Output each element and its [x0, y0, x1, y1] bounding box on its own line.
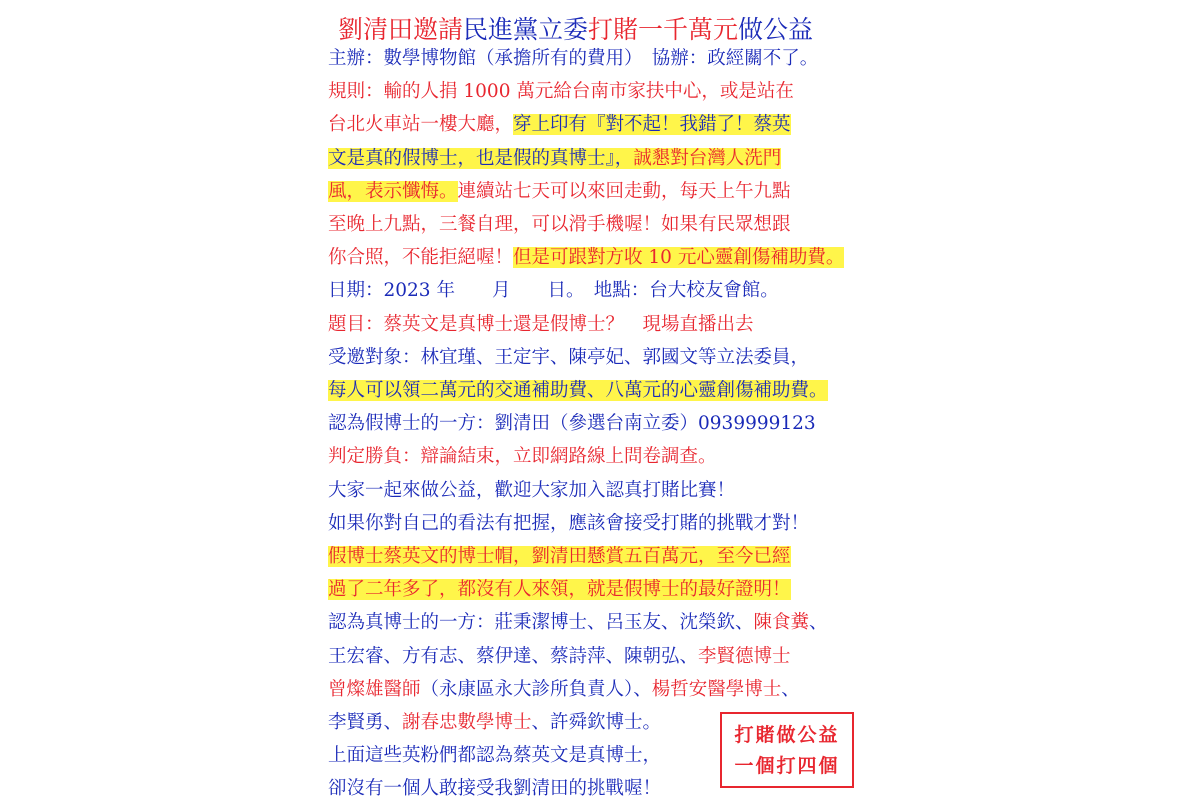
rules-text: 台北火車站一樓大廳， [328, 114, 514, 136]
rules-line-2 [328, 110, 791, 140]
rules-highlight: 穿上印有『對不起！我錯了！蔡英 [513, 114, 791, 136]
real-side-text: 認為真博士的一方：莊秉潔博士、呂玉友、沈榮欽、 [328, 612, 754, 634]
flyer [318, 8, 882, 798]
title-part-1: 劉清田邀請 [338, 15, 464, 44]
real-side-line-3 [328, 675, 800, 705]
real-side-line-2 [328, 642, 791, 672]
bounty-highlight: 假博士蔡英文的博士帽，劉清田懸賞五百萬元，至今已經 [328, 546, 791, 567]
real-side-line-4 [328, 708, 661, 738]
title-part-3: 打賭一千萬元 [588, 15, 739, 44]
bounty-line-1 [328, 542, 791, 572]
date-location-line: 日期：2023 年 月 日。 地點：台大校友會館。 [328, 280, 779, 302]
rules-line-6 [328, 243, 844, 273]
stamp-line-1: 打賭做公益 [734, 724, 840, 746]
subsidy-line [328, 376, 828, 406]
stamp-line-2: 一個打四個 [734, 755, 840, 777]
closing-line-2: 卻沒有一個人敢接受我劉清田的挑戰喔！ [328, 778, 662, 800]
bounty-line-2 [328, 575, 791, 605]
rules-highlight-red: 風，表示懺悔。 [328, 180, 458, 202]
title-part-4: 做公益 [738, 15, 814, 44]
rules-highlight-red: 但是可跟對方收 10 元心靈創傷補助費。 [513, 247, 845, 269]
challenge-line: 如果你對自己的看法有把握，應該會接受打賭的挑戰才對！ [328, 512, 810, 534]
fake-side-line: 認為假博士的一方：劉清田（參選台南立委）0939999123 [328, 413, 816, 435]
real-side-name-red: 曾燦雄醫師 [328, 678, 421, 700]
real-side-text: 李賢勇、 [328, 712, 403, 733]
closing-line-1: 上面這些英粉們都認為蔡英文是真博士， [328, 745, 662, 767]
charity-line: 大家一起來做公益，歡迎大家加入認真打賭比賽！ [328, 479, 736, 501]
rules-highlight: 文是真的假博士，也是假的真博士』， [328, 147, 634, 169]
title-part-2: 民進黨立委 [463, 15, 589, 44]
real-side-name-red: 陳食糞 [753, 612, 810, 634]
real-side-name-red: 李賢德博士 [698, 645, 791, 667]
real-side-text: 、許舜欽博士。 [531, 712, 662, 733]
invitees-line: 受邀對象：林宜瑾、王定宇、陳亭妃、郭國文等立法委員， [328, 346, 810, 368]
real-side-line-1 [328, 608, 828, 638]
subsidy-highlight: 每人可以領二萬元的交通補助費、八萬元的心靈創傷補助費。 [328, 380, 828, 401]
rules-highlight-red: 誠懇對台灣人洗門 [633, 147, 782, 169]
real-side-text: （永康區永大診所負責人）、 [420, 678, 652, 700]
rules-line-5: 至晚上九點，三餐自理，可以滑手機喔！如果有民眾想跟 [328, 214, 791, 235]
judging-line: 判定勝負：辯論結束，立即網路線上問卷調查。 [328, 446, 717, 468]
topic-line: 題目：蔡英文是真博士還是假博士？ 現場直播出去 [328, 313, 754, 335]
rules-line-4 [328, 177, 791, 207]
real-side-text: 、 [809, 612, 828, 634]
real-side-name-red: 楊哲安醫學博士 [651, 678, 782, 700]
rules-line-3 [328, 144, 781, 174]
bounty-highlight: 過了二年多了，都沒有人來領，就是假博士的最好證明！ [328, 579, 791, 601]
rules-line-1: 規則：輸的人捐 1000 萬元給台南市家扶中心，或是站在 [328, 81, 794, 103]
bet-stamp [720, 712, 854, 788]
organizer-line: 主辦：數學博物館（承擔所有的費用） 協辦：政經關不了。 [328, 48, 819, 69]
rules-text: 連續站七天可以來回走動，每天上午九點 [457, 180, 791, 202]
real-side-text: 、 [781, 678, 800, 700]
real-side-name-red: 謝春忠數學博士 [402, 712, 532, 733]
real-side-text: 王宏睿、方有志、蔡伊達、蔡詩萍、陳朝弘、 [328, 645, 699, 667]
rules-text: 你合照，不能拒絕喔！ [328, 247, 514, 269]
